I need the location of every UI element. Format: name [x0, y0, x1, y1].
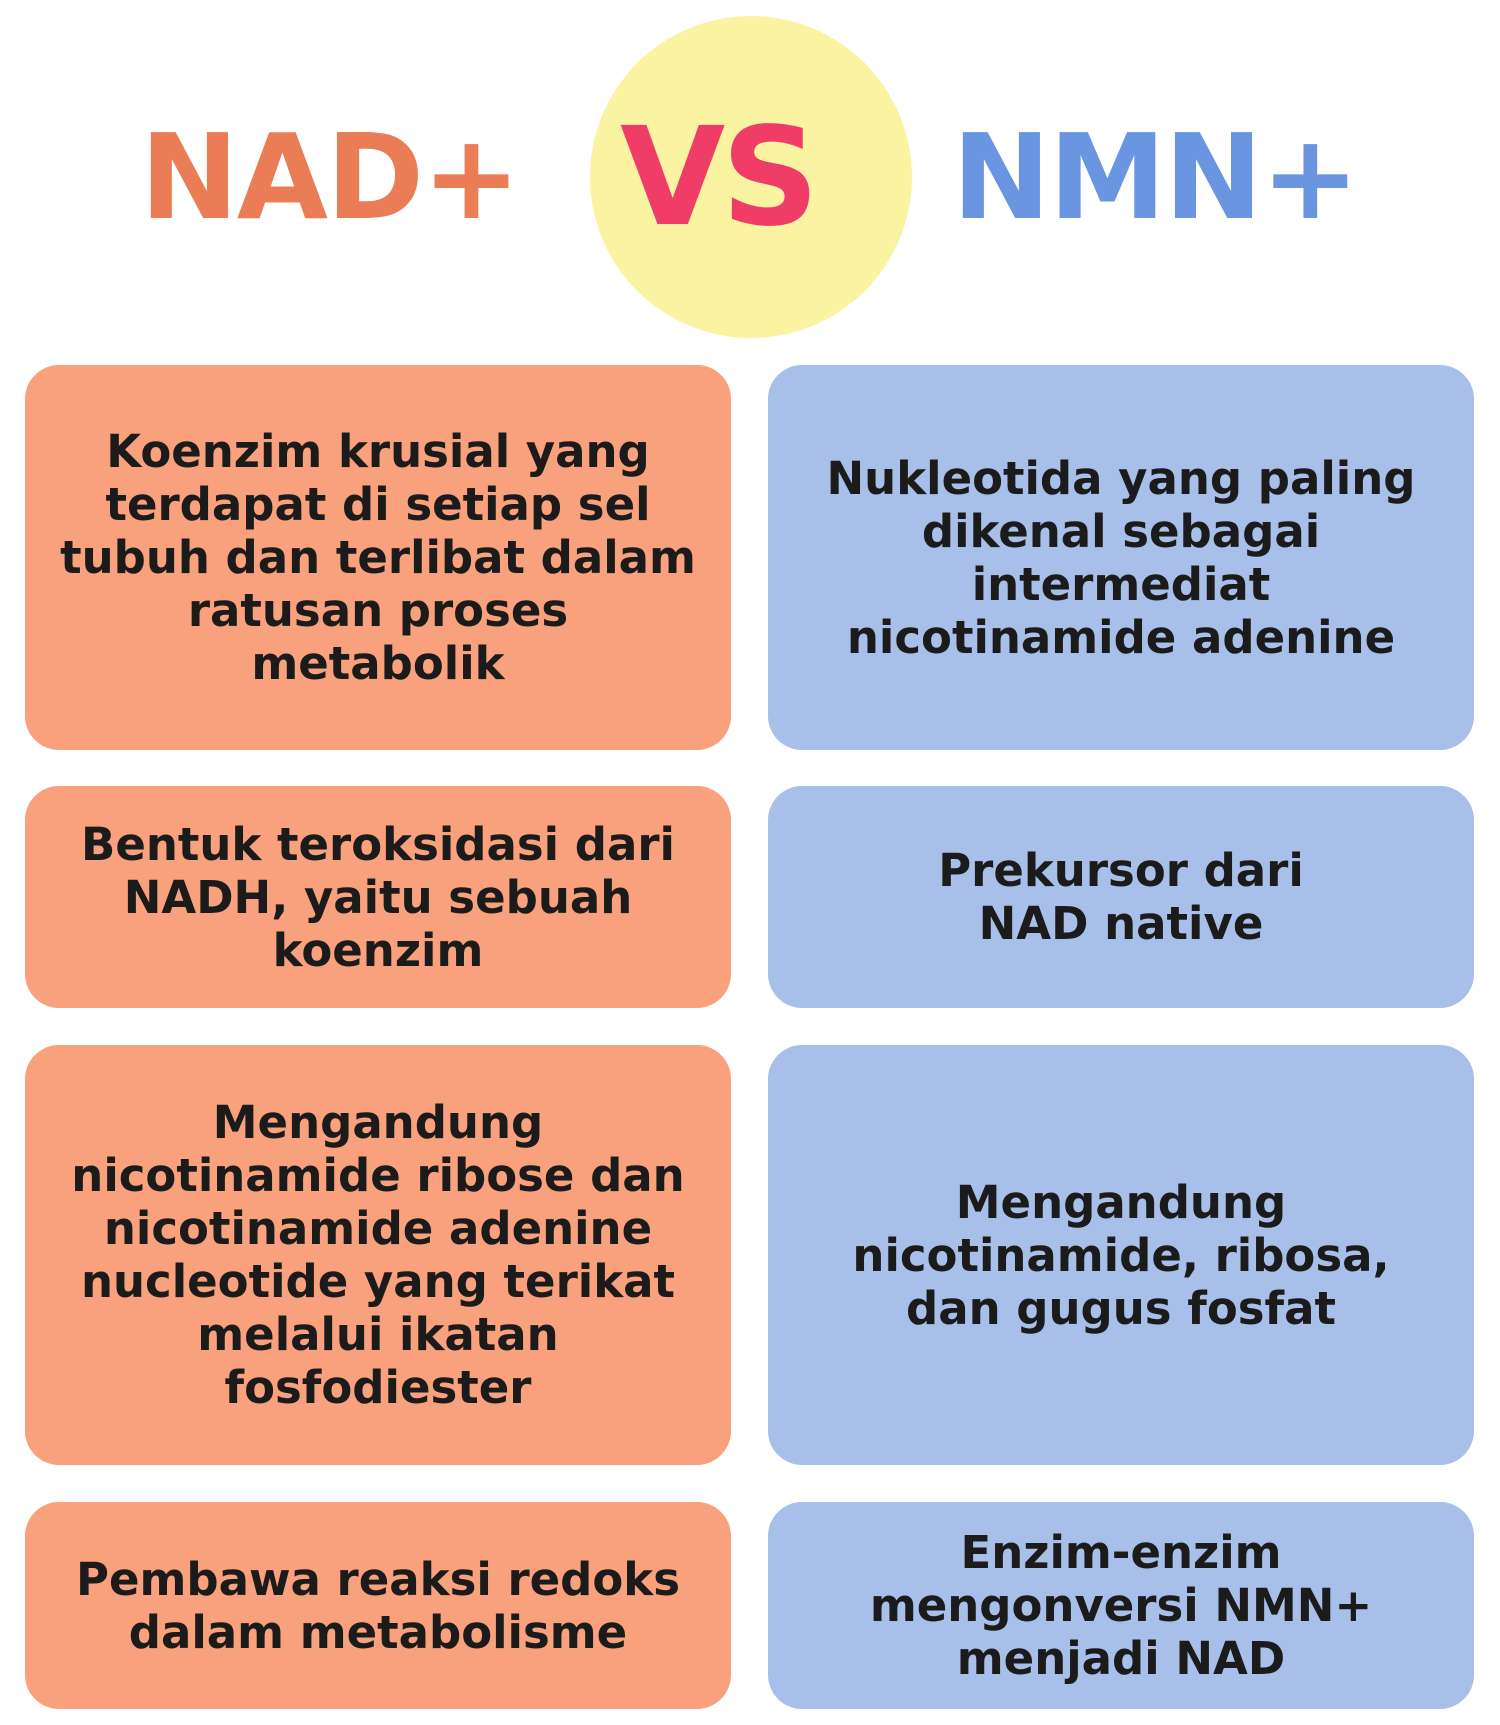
nad-card-2: [25, 786, 731, 1008]
comparison-header: [0, 0, 1500, 360]
nmn-card-2-text: Prekursor dari NAD native: [938, 844, 1304, 950]
nad-card-4-text: Pembawa reaksi redoks dalam metabolisme: [75, 1552, 680, 1659]
nad-card-4: [25, 1502, 731, 1709]
nmn-title: NMN+: [952, 108, 1358, 246]
nmn-card-1: [768, 365, 1474, 750]
nmn-card-1-text: Nukleotida yang paling dikenal sebagai intermediat nicotinamide adenine: [826, 451, 1416, 664]
nad-card-2-text: Bentuk teroksidasi dari NADH, yaitu sebuah koenzim: [81, 817, 675, 977]
nad-card-3-text: Mengandung nicotinamide ribose dan nicotinamide adenine nucleotide yang terikat melalui ikatan fosfodiester: [71, 1096, 685, 1414]
nmn-card-3-text: Mengandung nicotinamide, ribosa, dan gugus fosfat: [852, 1175, 1390, 1335]
nad-title: NAD+: [140, 108, 519, 246]
nad-card-3: [25, 1045, 731, 1465]
nmn-card-2: [768, 786, 1474, 1008]
nmn-card-3: [768, 1045, 1474, 1465]
nad-card-1-text: Koenzim krusial yang terdapat di setiap sel tubuh dan terlibat dalam ratusan proses metabolik: [60, 425, 696, 690]
nad-card-1: [25, 365, 731, 750]
nmn-card-4: [768, 1502, 1474, 1709]
vs-label: VS: [620, 99, 816, 257]
nmn-card-4-text: Enzim-enzim mengonversi NMN+ menjadi NAD: [869, 1526, 1373, 1685]
